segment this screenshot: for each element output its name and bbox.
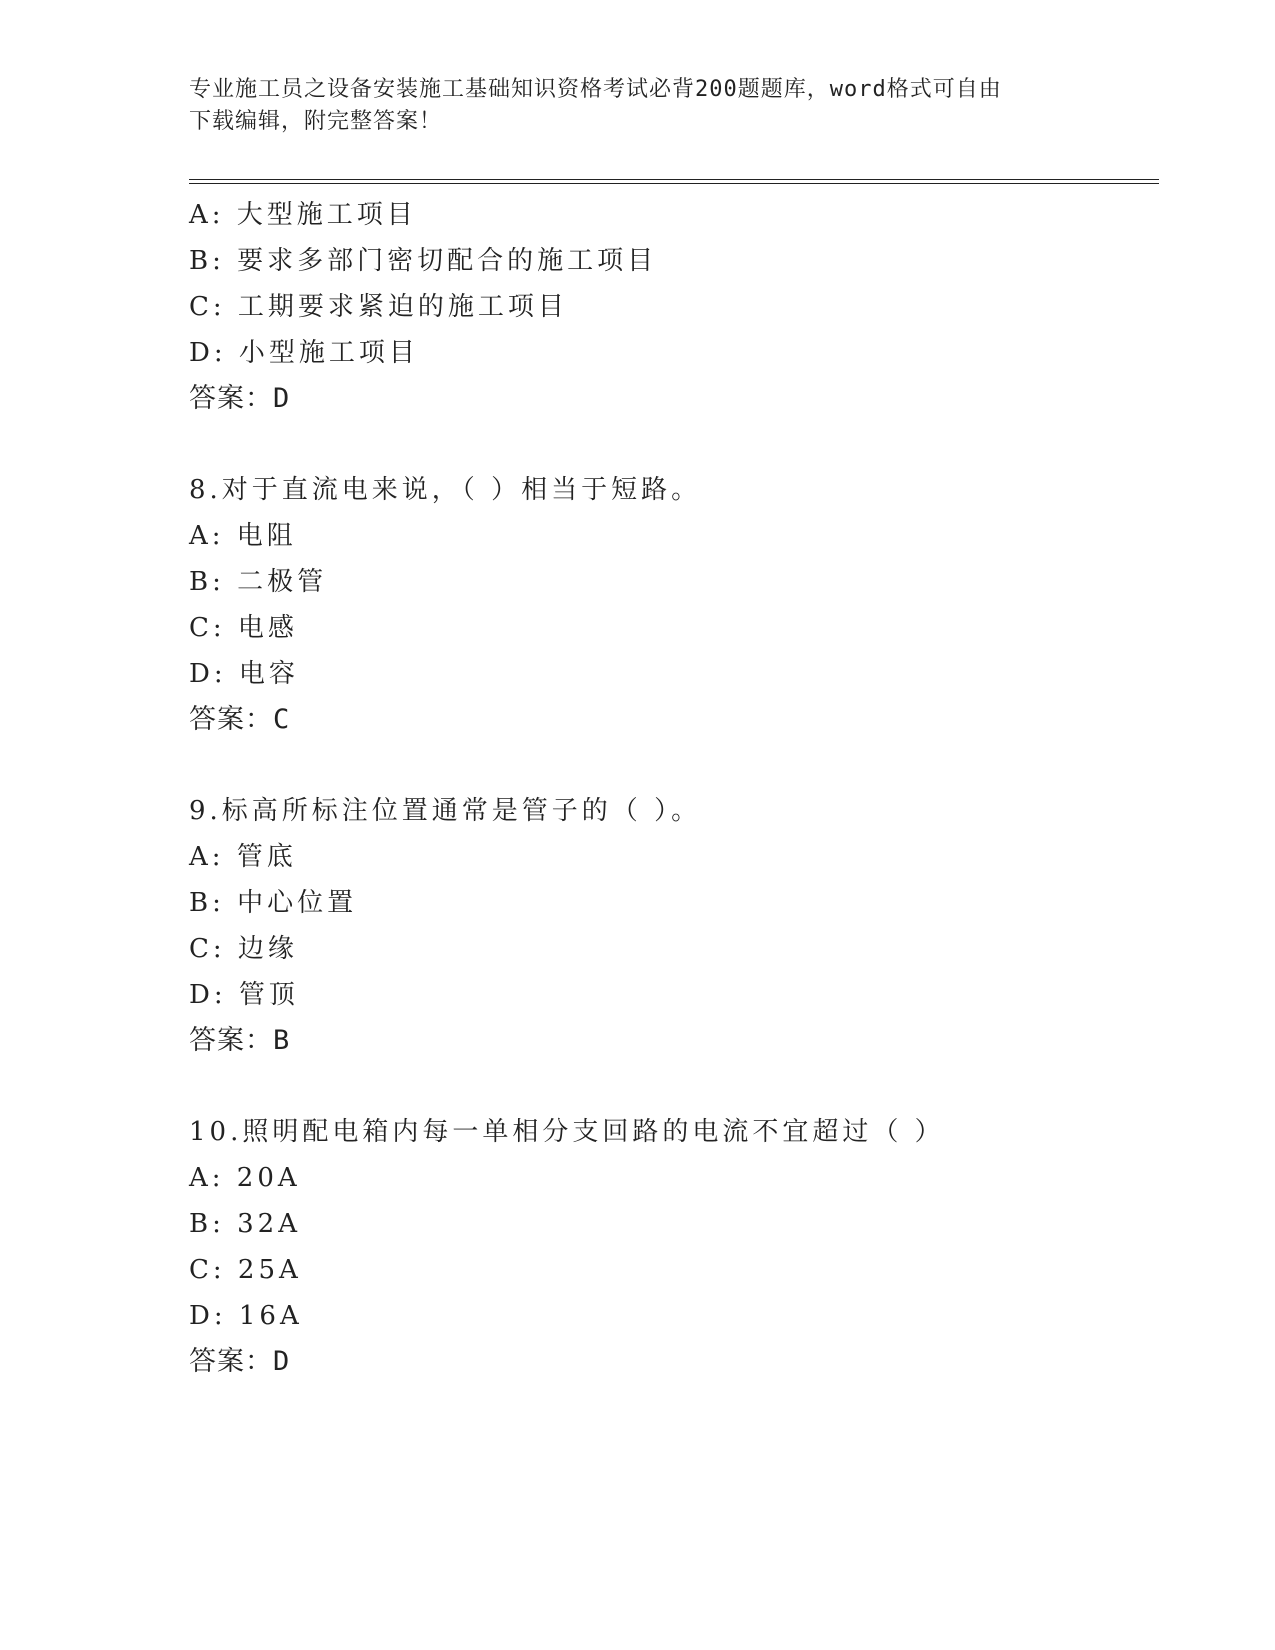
header-line-2: 下载编辑，附完整答案！ (189, 109, 443, 134)
option-a: A: 电阻 (189, 521, 297, 551)
answer-line: 答案：C (189, 704, 291, 735)
option-b: B: 中心位置 (189, 888, 358, 918)
option-a: A: 大型施工项目 (189, 200, 417, 230)
option-d: D: 小型施工项目 (189, 338, 419, 368)
question-text: 9.标高所标注位置通常是管子的（ ）。 (189, 796, 702, 826)
option-b: B: 要求多部门密切配合的施工项目 (189, 246, 658, 276)
answer-line: 答案：B (189, 1025, 291, 1056)
header-line-1: 专业施工员之设备安装施工基础知识资格考试必背200题题库，word格式可自由 (189, 77, 1002, 102)
question-text: 10.照明配电箱内每一单相分支回路的电流不宜超过（ ） (189, 1117, 945, 1147)
option-d: D: 管顶 (189, 980, 299, 1010)
question-block-10 (189, 1109, 1159, 1385)
question-list (189, 192, 1159, 1385)
question-block-9 (189, 788, 1159, 1064)
question-block-8 (189, 467, 1159, 743)
spacer (189, 1064, 1159, 1109)
option-c: C: 电感 (189, 613, 298, 643)
spacer (189, 743, 1159, 788)
option-b: B: 32A (189, 1209, 301, 1239)
answer-line: 答案：D (189, 383, 291, 414)
option-c: C: 工期要求紧迫的施工项目 (189, 292, 568, 322)
option-a: A: 管底 (189, 842, 297, 872)
option-d: D: 电容 (189, 659, 299, 689)
option-c: C: 边缘 (189, 934, 298, 964)
option-d: D: 16A (189, 1301, 303, 1331)
answer-line: 答案：D (189, 1346, 291, 1377)
document-header (189, 74, 1089, 138)
question-text: 8.对于直流电来说，（ ）相当于短路。 (189, 475, 702, 505)
question-block-7-partial (189, 192, 1159, 422)
option-a: A: 20A (189, 1163, 301, 1193)
spacer (189, 422, 1159, 467)
option-b: B: 二极管 (189, 567, 328, 597)
header-divider-bottom (189, 183, 1159, 184)
option-c: C: 25A (189, 1255, 302, 1285)
header-divider-top (189, 179, 1159, 180)
